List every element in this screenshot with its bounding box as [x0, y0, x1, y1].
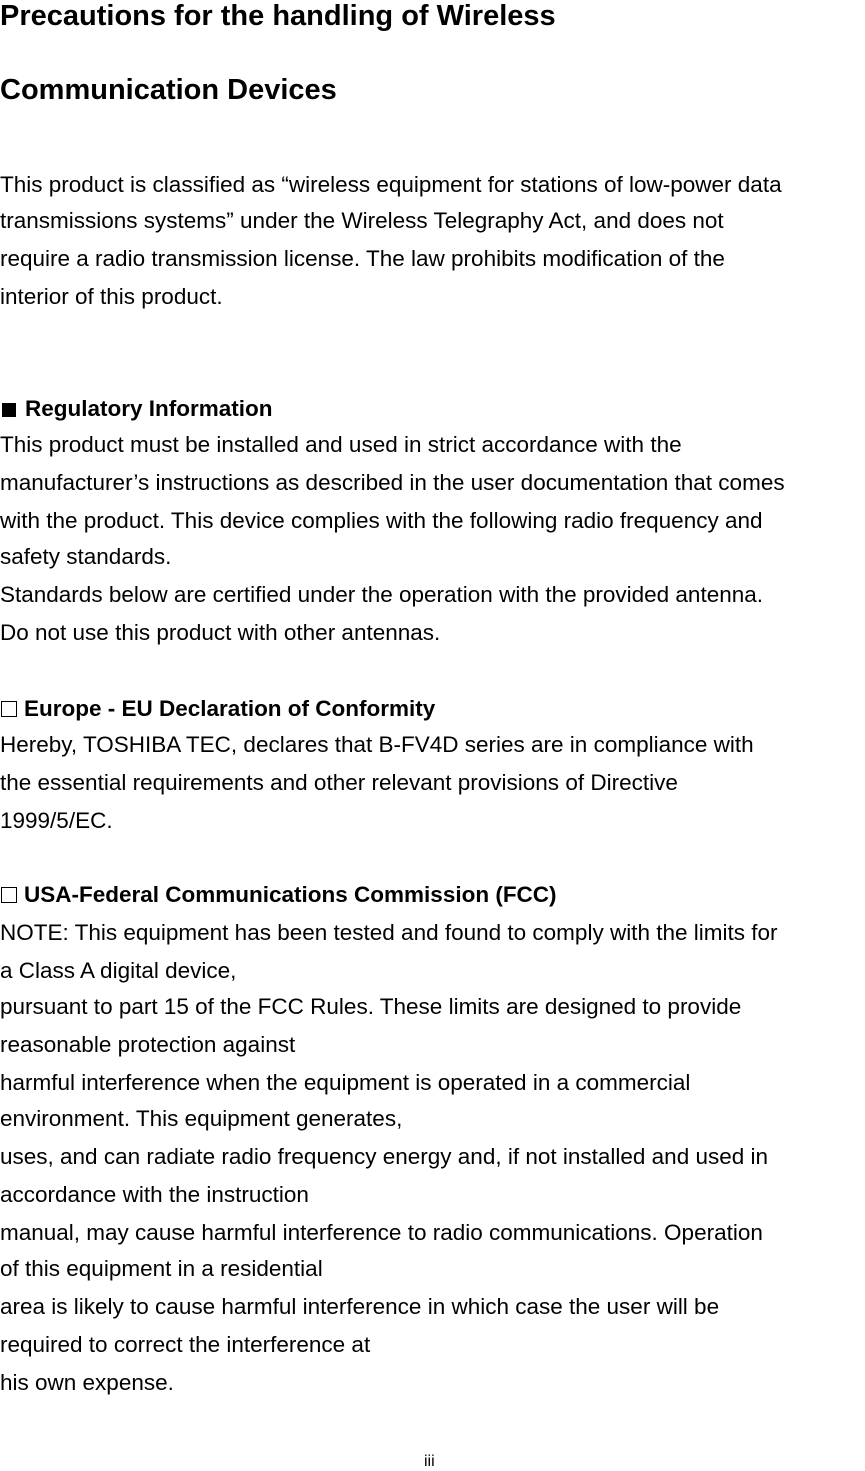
fcc-line: NOTE: This equipment has been tested and found to comply with the limits for: [0, 920, 778, 945]
europe-heading-text: Europe - EU Declaration of Conformity: [24, 696, 436, 721]
intro-line: require a radio transmission license. The law prohibits modification of the: [0, 246, 725, 271]
fcc-line: of this equipment in a residential: [0, 1256, 323, 1281]
regulatory-line: This product must be installed and used in strict accordance with the: [0, 432, 682, 457]
intro-line: transmissions systems” under the Wireless Telegraphy Act, and does not: [0, 208, 724, 233]
europe-line: the essential requirements and other relevant provisions of Directive: [0, 770, 678, 795]
page-title-line-2: Communication Devices: [0, 74, 337, 106]
fcc-line: environment. This equipment generates,: [0, 1106, 403, 1131]
regulatory-line: Do not use this product with other antennas.: [0, 620, 441, 645]
fcc-line: his own expense.: [0, 1370, 174, 1395]
regulatory-heading-text: Regulatory Information: [25, 396, 273, 421]
fcc-line: pursuant to part 15 of the FCC Rules. These limits are designed to provide: [0, 994, 742, 1019]
page-title-line-1: Precautions for the handling of Wireless: [0, 0, 556, 32]
regulatory-heading: [0, 398, 273, 421]
fcc-line: uses, and can radiate radio frequency energy and, if not installed and used in: [0, 1144, 769, 1169]
regulatory-line: with the product. This device complies with the following radio frequency and: [0, 508, 763, 533]
intro-line: This product is classified as “wireless equipment for stations of low-power data: [0, 172, 782, 197]
regulatory-line: manufacturer’s instructions as described in the user documentation that comes: [0, 470, 785, 495]
fcc-line: harmful interference when the equipment is operated in a commercial: [0, 1070, 691, 1095]
intro-line: interior of this product.: [0, 284, 223, 309]
hollow-square-bullet-icon: [1, 887, 17, 903]
fcc-heading: [0, 884, 557, 907]
fcc-line: accordance with the instruction: [0, 1182, 309, 1207]
fcc-line: reasonable protection against: [0, 1032, 296, 1057]
regulatory-line: Standards below are certified under the operation with the provided antenna.: [0, 582, 764, 607]
europe-line: Hereby, TOSHIBA TEC, declares that B-FV4D series are in compliance with: [0, 732, 754, 757]
hollow-square-bullet-icon: [1, 701, 17, 717]
europe-heading: [0, 698, 435, 721]
fcc-line: required to correct the interference at: [0, 1332, 371, 1357]
filled-square-bullet-icon: [2, 403, 16, 417]
fcc-line: area is likely to cause harmful interference in which case the user will be: [0, 1294, 720, 1319]
fcc-line: manual, may cause harmful interference to radio communications. Operation: [0, 1220, 763, 1245]
page-number: iii: [424, 1453, 435, 1470]
europe-line: 1999/5/EC.: [0, 808, 113, 833]
fcc-line: a Class A digital device,: [0, 958, 237, 983]
fcc-heading-text: USA-Federal Communications Commission (FCC): [24, 882, 557, 907]
regulatory-line: safety standards.: [0, 544, 172, 569]
